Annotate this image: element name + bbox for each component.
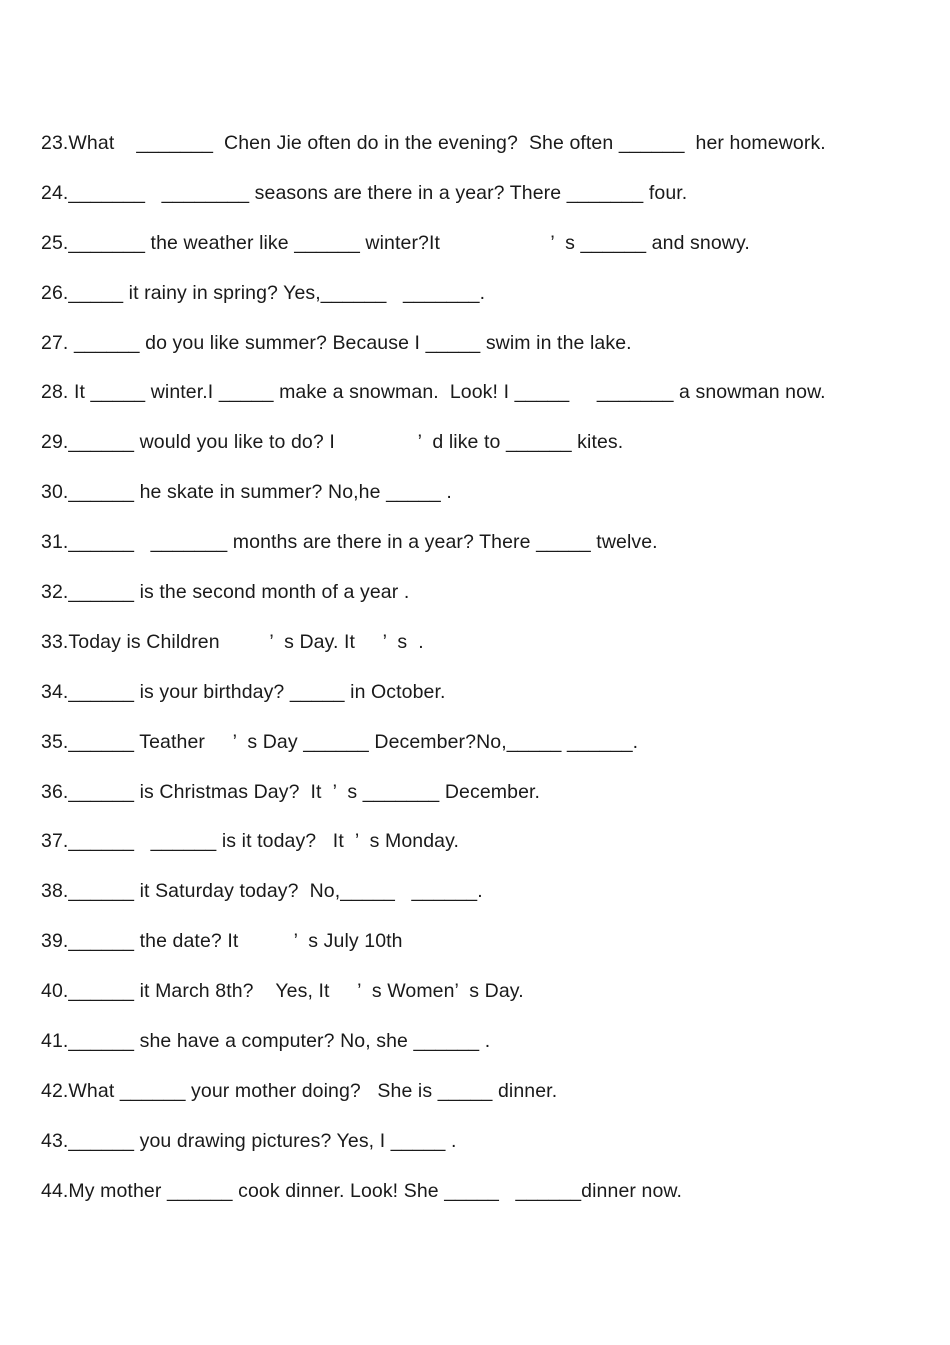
question-number: 43. [41,1129,69,1152]
question-number: 35. [41,730,69,753]
question-text: It _____ winter.I _____ make a snowman. Look! I _____ _______ a snowman now. [68,381,826,404]
question-item [41,477,921,527]
question-number: 25. [41,231,69,254]
question-item [41,1176,921,1226]
question-number: 41. [41,1030,69,1053]
question-item [41,427,921,477]
question-text: ______ Teather ’ s Day ______ December?No,_____ ______. [68,730,639,753]
question-number: 39. [41,930,69,953]
question-number: 27. [41,331,69,354]
question-item [41,777,921,827]
question-item [41,926,921,976]
question-text: _______ the weather like ______ winter?It ’ s ______ and snowy. [68,231,750,254]
question-number: 37. [41,830,69,853]
question-text: My mother ______ cook dinner. Look! She _____ ______dinner now. [68,1179,683,1202]
question-number: 29. [41,431,69,454]
question-text: _____ it rainy in spring? Yes,______ _______. [68,281,486,304]
question-number: 42. [41,1079,69,1102]
question-number: 44. [41,1179,69,1202]
question-number: 34. [41,680,69,703]
question-item [41,727,921,777]
question-list [41,128,921,1226]
question-item [41,1126,921,1176]
question-number: 38. [41,880,69,903]
question-text: ______ is your birthday? _____ in October. [68,680,446,703]
question-number: 26. [41,281,69,304]
question-item [41,826,921,876]
question-text: ______ you drawing pictures? Yes, I _____ . [68,1129,457,1152]
question-item [41,278,921,328]
question-number: 30. [41,481,69,504]
question-number: 33. [41,630,69,653]
question-item [41,976,921,1026]
question-text: ______ he skate in summer? No,he _____ . [68,481,452,504]
question-item [41,328,921,378]
question-item [41,377,921,427]
question-number: 24. [41,181,69,204]
question-text: What _______ Chen Jie often do in the evening? She often ______ her homework. [68,132,826,154]
question-number: 36. [41,780,69,803]
question-number: 31. [41,531,69,554]
question-text: ______ do you like summer? Because I _____ swim in the lake. [68,331,632,354]
question-item [41,1026,921,1076]
question-text: ______ _______ months are there in a year? There _____ twelve. [68,531,658,554]
question-item [41,178,921,228]
question-text: ______ she have a computer? No, she ______ . [68,1030,491,1053]
question-text: Today is Children ’ s Day. It ’ s . [68,630,435,653]
question-text: ______ would you like to do? I ’ d like to ______ kites. [68,431,624,454]
question-text: ______ it Saturday today? No,_____ ______. [68,880,483,903]
question-text: ______ it March 8th? Yes, It ’ s Women’ s Day. [68,980,524,1003]
question-text: ______ is the second month of a year . [68,581,410,604]
question-number: 23. [41,132,69,154]
question-text: What ______ your mother doing? She is _____ dinner. [68,1079,558,1102]
question-item [41,876,921,926]
question-text: ______ ______ is it today? It ’ s Monday. [68,830,460,853]
question-item [41,577,921,627]
question-item [41,527,921,577]
question-text: ______ is Christmas Day? It ’ s _______ December. [68,780,541,803]
question-text: _______ ________ seasons are there in a year? There _______ four. [68,181,688,204]
question-number: 32. [41,581,69,604]
question-text: ______ the date? It ’ s July 10th [68,930,403,953]
question-item [41,627,921,677]
question-item [41,228,921,278]
question-item [41,1076,921,1126]
question-number: 40. [41,980,69,1003]
question-item [41,128,921,178]
question-item [41,677,921,727]
question-number: 28. [41,381,69,404]
